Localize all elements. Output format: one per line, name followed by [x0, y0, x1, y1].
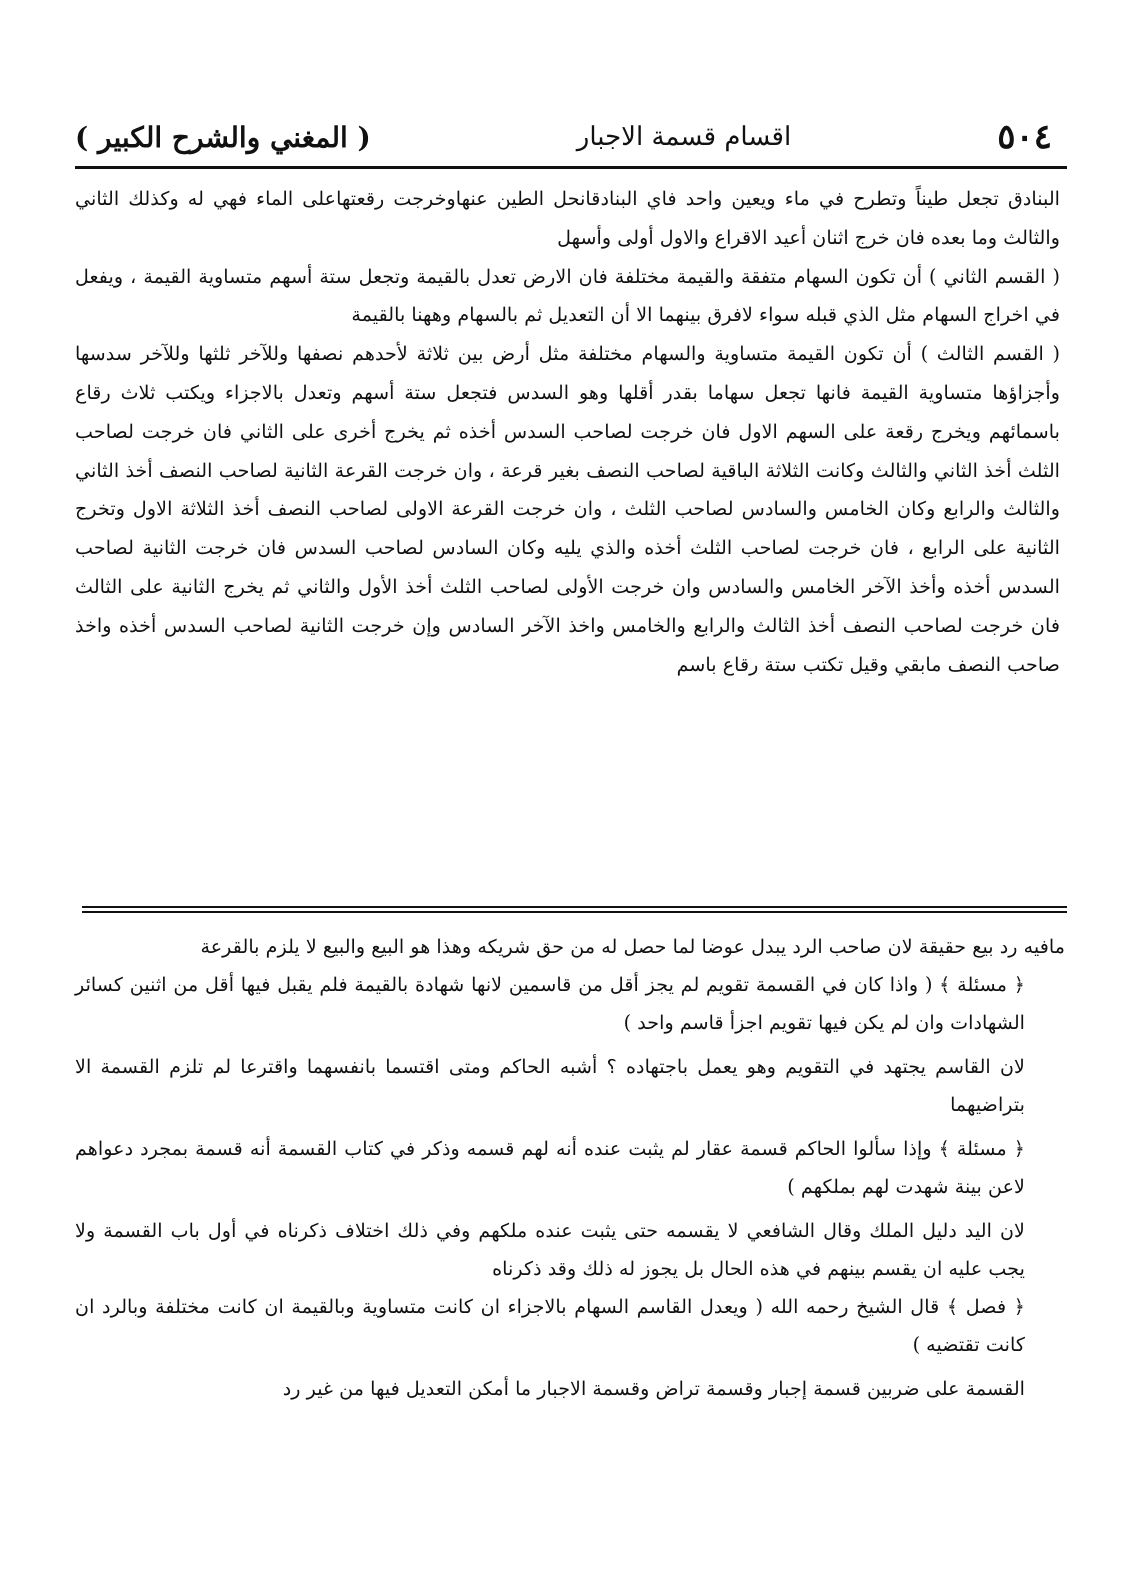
book-title: ( المغني والشرح الكبير )	[75, 120, 371, 154]
commentary-paragraph-1: مافيه رد بيع حقيقة لان صاحب الرد يبدل عوضا لما حصل له من حق شريكه وهذا هو البيع والبيع لا يلزم بالقرعة	[200, 935, 1065, 958]
running-title: اقسام قسمة الاجبار	[576, 122, 792, 152]
commentary-text	[75, 928, 1065, 1408]
commentary-paragraph-4: ﴿ مسئلة ﴾ وإذا سألوا الحاكم قسمة عقار لم يثبت عنده أنه لهم قسمه وذكر في كتاب القسمة أنه قسمة بمجرد دعواهم لاعن بينة شهدت لهم بملكهم )	[75, 1137, 1025, 1198]
divider-line-top	[82, 906, 1067, 908]
commentary-paragraph-6: ﴿ فصل ﴾ قال الشيخ رحمه الله ( ويعدل القاسم السهام بالاجزاء ان كانت متساوية وبالقيمة ان كانت مختلفة وبالرد ان كانت تقتضيه )	[75, 1295, 1025, 1356]
commentary-paragraph-5: لان اليد دليل الملك وقال الشافعي لا يقسمه حتى يثبت عنده ملكهم وفي ذلك اختلاف ذكرناه في أول باب القسمة ولا يجب عليه ان يقسم بينهم في هذه الحال بل يجوز له ذلك وقد ذكرناه	[75, 1219, 1025, 1280]
page-header	[75, 112, 1060, 162]
page-number: ٥٠٤	[997, 117, 1052, 157]
header-rule	[75, 166, 1067, 169]
commentary-paragraph-3: لان القاسم يجتهد في التقويم وهو يعمل باجتهاده ؟ أشبه الحاكم ومتى اقتسما بانفسهما واقترعا لم تلزم القسمة الا بتراضيهما	[75, 1055, 1025, 1116]
commentary-paragraph-7: القسمة على ضربين قسمة إجبار وقسمة تراض وقسمة الاجبار ما أمكن التعديل فيها من غير رد	[282, 1377, 1025, 1400]
main-text	[75, 180, 1060, 684]
main-paragraph-2: ( القسم الثاني ) أن تكون السهام متفقة والقيمة مختلفة فان الارض تعدل بالقيمة وتجعل ستة أسهم متساوية القيمة ، ويفعل في اخراج السهام مثل الذي قبله سواء لافرق بينهما الا أن التعديل ثم بالسهام وههنا بالقيمة	[75, 264, 1060, 327]
commentary-paragraph-2: ﴿ مسئلة ﴾ ( واذا كان في القسمة تقويم لم يجز أقل من قاسمين لانها شهادة بالقيمة فلم يقبل فيها أقل من اثنين كسائر الشهادات وان لم يكن فيها تقويم اجزأ قاسم واحد )	[75, 973, 1025, 1034]
main-paragraph-1: البنادق تجعل طيناً وتطرح في ماء ويعين واحد فاي البنادقانحل الطين عنهاوخرجت رقعتهاعلى الماء فهي له وكذلك الثاني والثالث وما بعده فان خرج اثنان أعيد الاقراع والاول أولى وأسهل	[75, 187, 1060, 249]
main-paragraph-3: ( القسم الثالث ) أن تكون القيمة متساوية والسهام مختلفة مثل أرض بين ثلاثة لأحدهم نصفها وللآخر ثلثها وللآخر سدسها وأجزاؤها متساوية القيمة فانها تجعل سهاما بقدر أقلها وهو السدس فتجعل ستة أسهم وتعدل بالاجزاء ويكتب ثلاث رقاع باسمائهم ويخرج رقعة على السهم الاول فان خرجت لصاحب السدس أخذه ثم يخرج أخرى على الثاني فان خرجت لصاحب الثلث أخذ الثاني والثالث وكانت الثلاثة الباقية لصاحب النصف بغير قرعة ، وان خرجت القرعة الثانية لصاحب النصف أخذ الثاني والثالث والرابع وكان الخامس والسادس لصاحب الثلث ، وان خرجت القرعة الاولى لصاحب النصف أخذ الثلاثة الاول وتخرج الثانية على الرابع ، فان خرجت لصاحب الثلث أخذه والذي يليه وكان السادس لصاحب السدس فان خرجت الثانية لصاحب السدس أخذه وأخذ الآخر الخامس والسادس وان خرجت الأولى لصاحب الثلث أخذ الأول والثاني ثم يخرج الثانية على الثالث فان خرجت لصاحب النصف أخذ الثالث والرابع والخامس واخذ الآخر السادس وإن خرجت الثانية لصاحب السدس أخذه واخذ صاحب النصف مابقي وقيل تكتب ستة رقاع باسم	[75, 342, 1060, 676]
divider-line-bottom	[82, 911, 1067, 913]
